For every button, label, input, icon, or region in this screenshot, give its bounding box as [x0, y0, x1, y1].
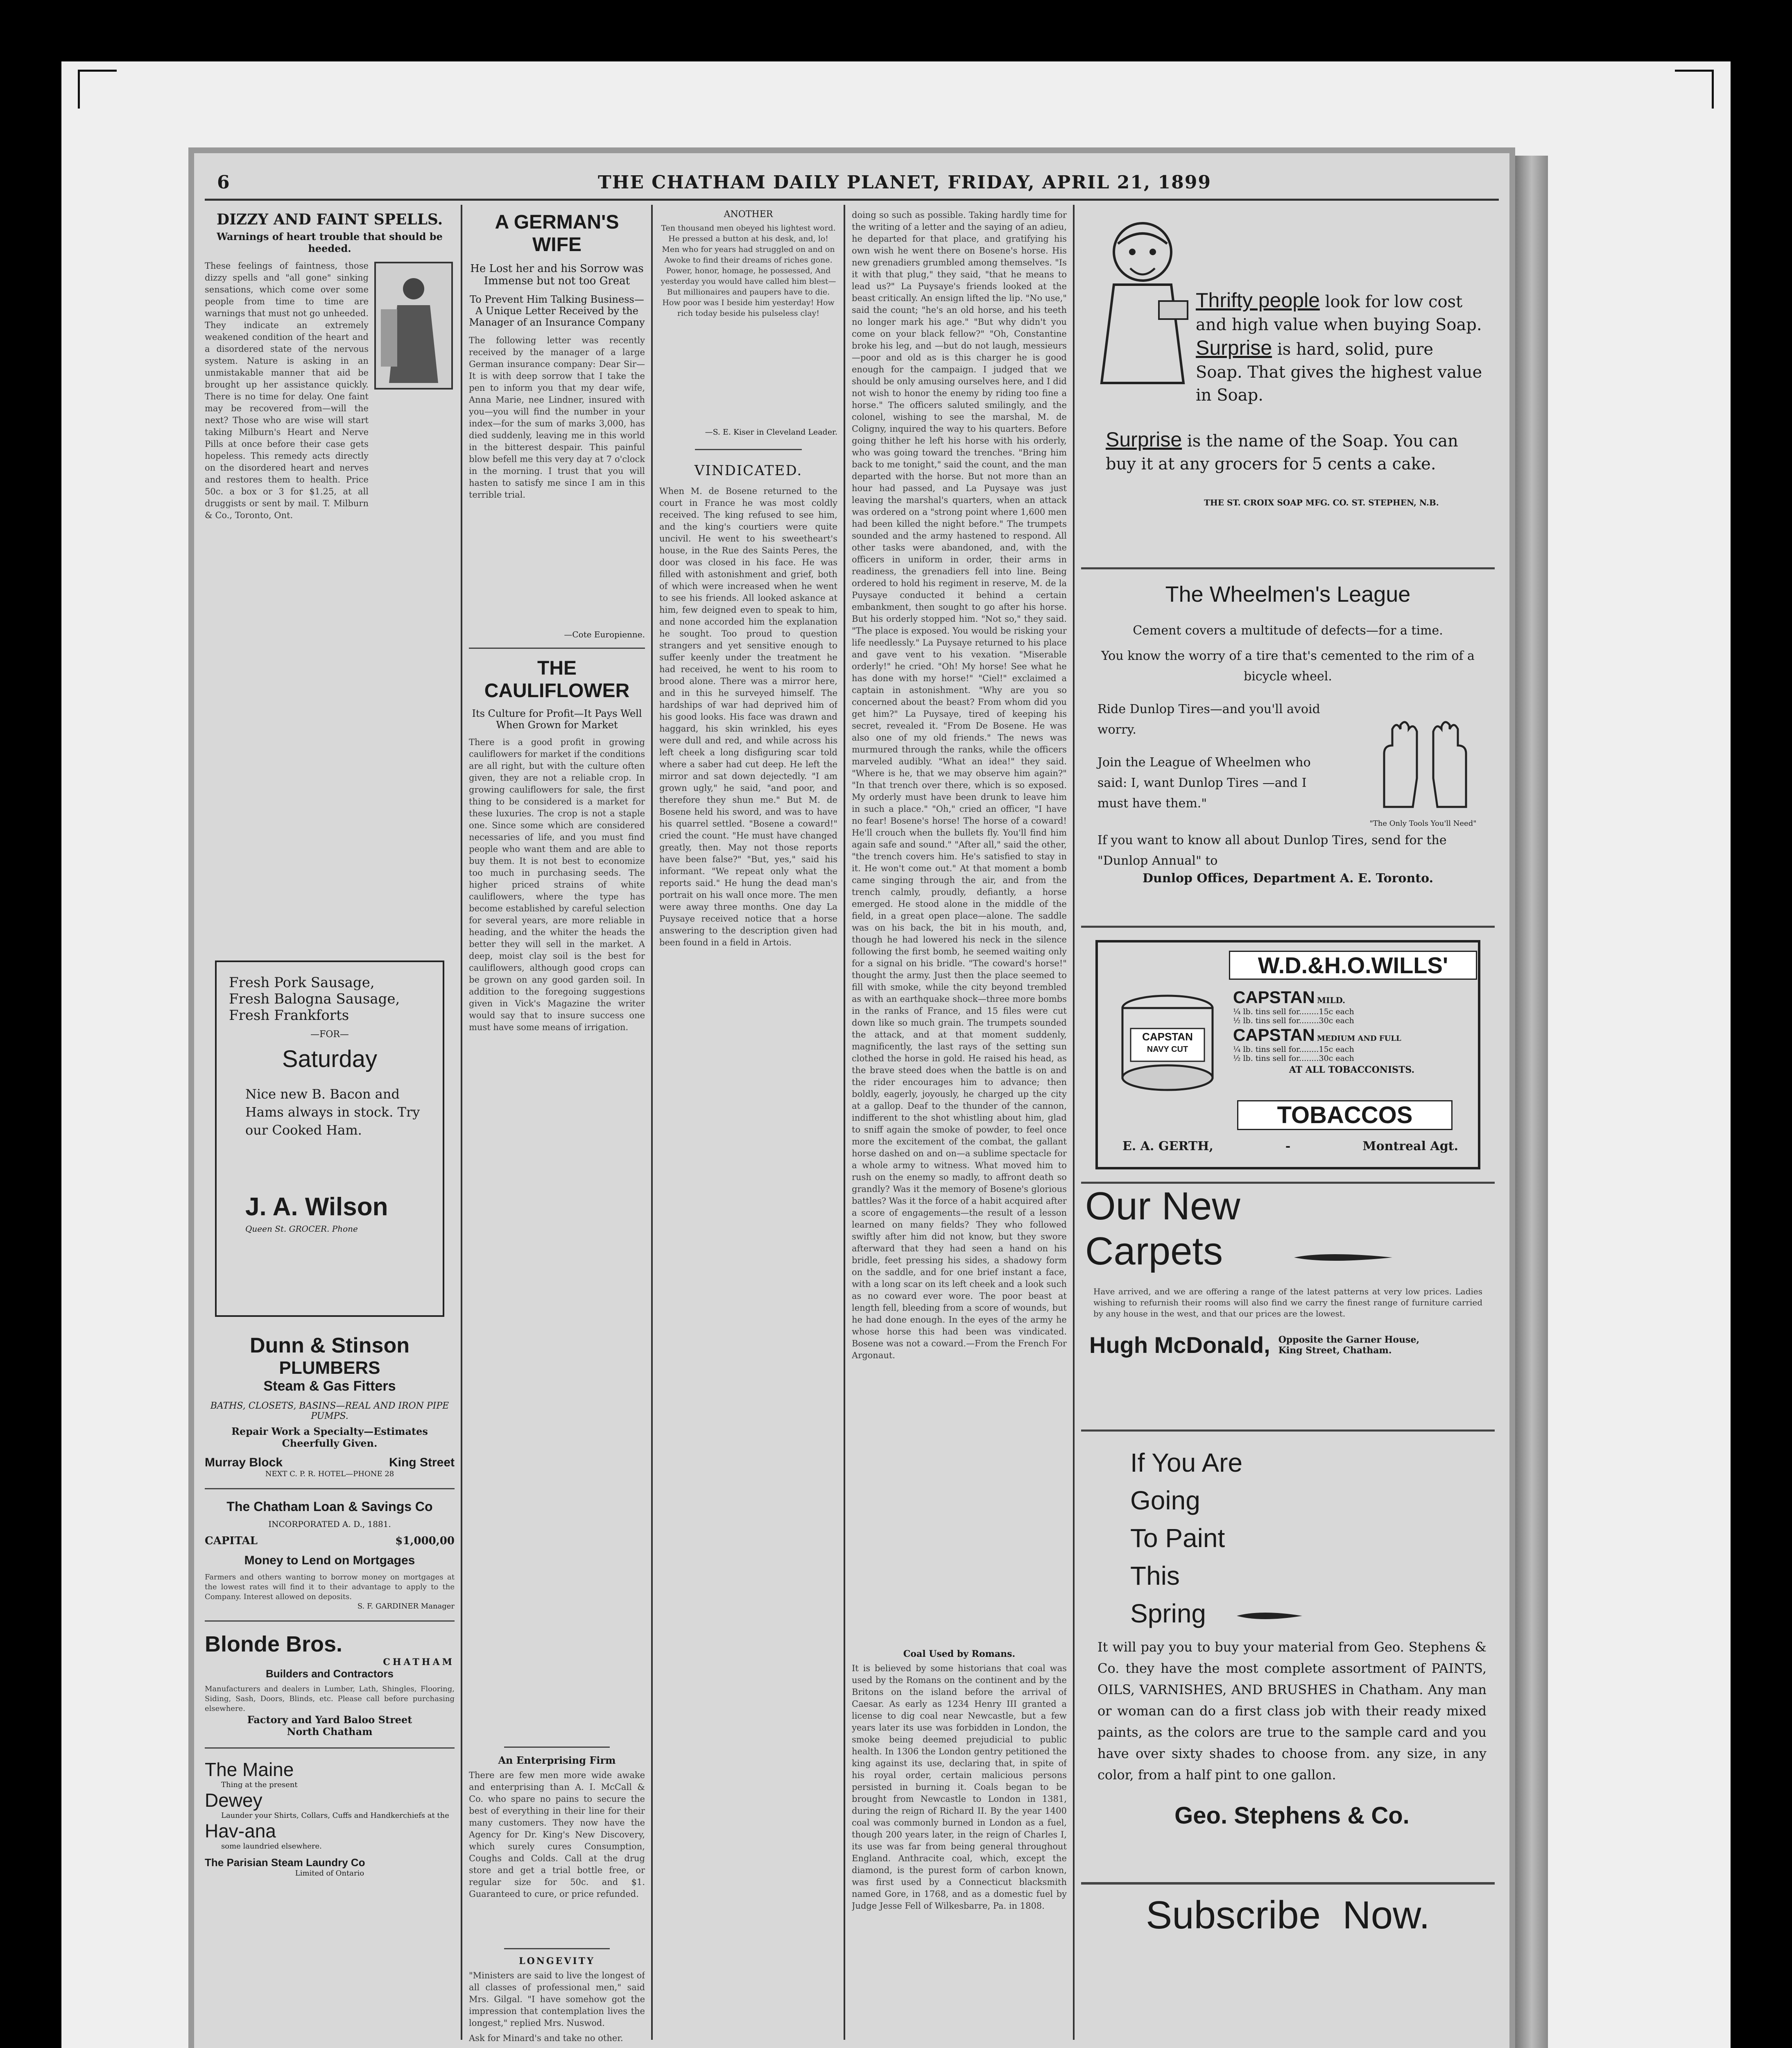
hands-icon	[1368, 717, 1482, 815]
paint-name: Geo. Stephens & Co.	[1174, 1802, 1410, 1829]
carpets-body: Have arrived, and we are offering a range of the latest patterns at very low prices. Ladies wishing to refurnish their rooms will also find we carry the finest range of furniture carried by any house in the west, and that our prices are the lowest.	[1093, 1287, 1482, 1319]
maine-sub-2: Launder your Shirts, Collars, Cuffs and Handkerchiefs at the	[221, 1811, 449, 1820]
page-edge-shadow	[1515, 156, 1548, 2048]
wills-ad	[1095, 940, 1480, 1169]
dunn-addr-right: King Street	[389, 1456, 455, 1469]
dunn-addr-sub: NEXT C. P. R. HOTEL—PHONE 28	[265, 1470, 394, 1478]
divider	[205, 1747, 455, 1749]
divider	[504, 1948, 610, 1949]
wills-capstan-1: CAPSTAN	[1233, 988, 1315, 1007]
another-sign: —S. E. Kiser in Cleveland Leader.	[705, 428, 837, 437]
wills-agent-left: E. A. GERTH,	[1122, 1139, 1213, 1153]
wilson-day: Saturday	[282, 1046, 378, 1072]
coal-body: It is believed by some historians that coal was used by the Romans on the continent and by the Britons on the island before the arrival of Caesar. As early as 1234 Henry III granted a license to dig coal near Newcastle, but a few years later its use was forbidden in London, the smoke being deemed prejudicial to public health. In 1306 the London gentry petitioned the king against its use, declaring that, in spite of his royal order, certain malicious persons persisted in burning it. Coals began to be brought from Newcastle to London in 1381, during the reign of Richard II. By the year 1400 coal was commonly burned in London as a fuel, though 200 years later, in the reign of Charles I, its use was far from being general throughout England. Anthracite coal, which, except the diamond, is the purest form of carbon known, was first used by a Connecticut blacksmith named Gore, in 1768, and as a domestic fuel by Judge Jesse Fell of Wilkesbarre, Pa. in 1808.	[852, 1663, 1067, 1911]
loan-ad	[205, 1499, 455, 1611]
wilson-note: Nice new B. Bacon and Hams always in stock. Try our Cooked Ham.	[245, 1086, 420, 1138]
longevity-body: "Ministers are said to live the longest of all classes of professional men," said Mrs. Gilgal. "I have somehow got the impression that contemplation lives the longest," replied Mrs. Nuswod.	[469, 1971, 645, 2028]
wheelmen-headline: The Wheelmen's League	[1165, 582, 1411, 607]
pointing-hand-icon	[1294, 1249, 1392, 1266]
german-deck-1: He Lost her and his Sorrow was Immense but not too Great	[470, 263, 644, 287]
woman-illustration-icon	[373, 260, 455, 391]
carpets-addr-2: King Street, Chatham.	[1278, 1345, 1392, 1356]
column-2	[469, 207, 645, 2046]
cauliflower-body: There is a good profit in growing cauliflowers for market if the conditions are all right, but with the culture often given, they are not a reliable crop. In growing cauliflowers for sale, the first thing to be considered is a market for these luxuries. The crop is not a staple one. Since some which are considered necessaries of life, and you must find people who want them and are able to buy them. It is not best to economize too much in purchasing seeds. The higher priced strains of white cauliflowers, where the type has become established by careful selection for several years, are more reliable in heading, and the whiter the heads the better they will sell in the market. A deep, moist clay soil is the best for cauliflowers, although good crops can be grown on any good garden soil. In addition to the foregoing suggestions given in Vick's Magazine the writer would say that to insure success one must have some means of irrigation.	[469, 737, 645, 1032]
soap-surprise-2: Surprise	[1106, 428, 1182, 451]
wilson-address: Queen St. GROCER. Phone	[245, 1224, 358, 1234]
carpets-addr-1: Opposite the Garner House,	[1278, 1334, 1420, 1345]
column-rule-2	[651, 205, 653, 2040]
column-rule-1	[461, 205, 462, 2040]
carpets-name: Hugh McDonald,	[1089, 1332, 1270, 1358]
loan-manager: S. F. GARDINER Manager	[357, 1602, 455, 1611]
blonde-ad	[205, 1631, 455, 1738]
paint-ad	[1081, 1432, 1495, 1882]
loan-capital-label: CAPITAL	[205, 1535, 258, 1547]
dunn-name: Dunn & Stinson	[250, 1334, 410, 1357]
soap-line-3: is the name of the Soap. You can buy it at any grocers for 5 cents a cake.	[1106, 432, 1458, 473]
masthead	[209, 164, 1495, 197]
wilson-for: —FOR—	[310, 1029, 349, 1040]
paint-line-5: Spring	[1130, 1599, 1206, 1628]
loan-body: Farmers and others wanting to borrow money on mortgages at the lowest rates will find it to their advantage to apply to the Company. Interest allowed on deposits.	[205, 1573, 455, 1601]
corner-mark-top-right	[1675, 70, 1714, 109]
carpets-line-1: Our New	[1085, 1184, 1240, 1228]
paint-body: It will pay you to buy your material from Geo. Stephens & Co. they have the most complete assortment of PAINTS, OILS, VARNISHES, AND BRUSHES in Chatham. Any man or woman can do a first class job with their ready mixed paints, as the colors are true to the sample card and you have over sixty shades to choose from. any size, in any color, from a half pint to one gallon.	[1097, 1639, 1487, 1783]
wheelmen-p6: Dunlop Offices, Department A. E. Toronto.	[1142, 871, 1434, 886]
subscribe-now: Subscribe Now.	[1146, 1893, 1430, 1937]
corner-mark-top-left	[78, 70, 117, 109]
maine-sub-1: Thing at the present	[221, 1781, 298, 1789]
dizzy-subhead: Warnings of heart trouble that should be heeded.	[217, 231, 443, 254]
blonde-place: CHATHAM	[383, 1657, 455, 1667]
blonde-factory-2: North Chatham	[287, 1726, 373, 1738]
wills-brand: W.D.&H.O.WILLS'	[1229, 951, 1477, 980]
divider	[504, 1747, 610, 1748]
wills-price-2: ½ lb. tins sell for........30c each	[1233, 1016, 1354, 1025]
wills-capstan-1-sub: MILD.	[1317, 995, 1346, 1005]
laundry-sub: Limited of Ontario	[295, 1869, 364, 1878]
wills-capstan-2: CAPSTAN	[1233, 1025, 1315, 1044]
blonde-sub: Builders and Contractors	[265, 1667, 394, 1680]
another-body: Ten thousand men obeyed his lightest word. He pressed a button at his desk, and, lo! Men who for years had struggled on and on Awoke to find their dreams of riches gone. Power, honor, homage, he possessed, And yesterday you would have called him blest— But millionaires and paupers have to die. How poor was I beside him yesterday! How rich today beside his pulseless clay!	[661, 224, 836, 318]
vindicated-continued-body: doing so such as possible. Taking hardly time for the writing of a letter and the saying of an adieu, he departed for that place, and gratifying his own wish he went there on Bosene's horse. His new grenadiers grumbled among themselves. "Is it with that plug," they said, "that he means to lead us?" La Puysaye's friends looked at the beast critically. An ensign lifted the lip. "No use," said the count; "he's an old horse, and his teeth no longer mark his age." "But why didn't you come on your black fellow?" "Oh, Constantine broke his leg, and —but do not laugh, messieurs—poor and old as is this charger he is good enough for the campaign. I judged that we should be only amusing ourselves here, and I did not wish to honor the enemy by riding too fine a horse." The officers saluted smilingly, and the colonel, wishing to see the marshal, M. de Coligny, inquired the way to his quarters. Before going thither he left his horse with his orderly, who was going toward the trenches. "Bring him back to me tonight," said the count, and the man departed with the horse. But not more than an hour had passed, and La Puysaye was just leaving the marshal's quarters, when an attack was ordered on a "strong point where 1,600 men had been killed the night before." The trumpets sounded and the army hastened to respond. All other tasks were abandoned, and, with the officers in uniform in order, their arms in readiness, the grenadiers fell into line. Being ordered to hold his regiment in reserve, M. de la Puysaye conducted it behind a certain embankment, then sought to go after his horse. But his orderly stopped him. "Not so," they said. "The place is exposed. You would be risking your life needlessly." La Puysaye returned to his place and gave vent to his vexation. "Miserable orderly!" he cried. "Oh! My horse! See what he has done with my horse!" "Ciel!" exclaimed a captain in astonishment. "Why are you so concerned about the beast? From whom did you get him?" La Puysaye, tired of keeping his secret, revealed it. "From De Bosene. He was also one of my old friends." The news was murmured through the ranks, while the officers marveled audibly. "What an idea!" they said. "Where is he, that we may observe him again?" "In that trench over there, which is so exposed. My orderly must have been drunk to leave him in such a place." "Oh," cried an officer, "I have no fear! Bosene's horse! The horse of a coward! He'll crouch when the bullets fly. You'll find him again safe and sound." "After all," said the other, "the trench covers him. He's satisfied to stay in it. He won't come out." At that moment a bomb came singing through the air, and from the trench calmly, proudly, defiantly, a horse emerged. He stood alone in the middle of the field, in a great open place—alone. The saddle was on his back, the bit in his mouth, and, though he had lowered his neck in the silence following the first bomb, he seemed waiting only for a signal on his bridle. "The coward's horse!" thought the army. Just then the place seemed to fill with smoke, while the city beyond trembled as with an earthquake shock—three more bombs in the ranks of France, and 15 files were cut down like so much grain. The trumpets sounded the attack, and at that moment suddenly, magnificently, the last rays of the setting sun clothed the horse in gold. He raised his head, as the brave steed does when the battle is on and the rider encourages him to advance; then boldly, eagerly, joyously, he charged up the city at a gallop. Deaf to the thunder of the cannon, indifferent to the shot whistling about him, glad to sniff again the smoke of powder, to feel once more the excitement of the combat, the gallant horse dashed on and on—a sublime spectacle for a whole army to witness. What moved him to rush on the enemy so madly, to affront death so grandly? Was it the memory of Bosene's glorious battles? Was it the force of a habit acquired after a score of engagements—the result of a lesson learned on many fields? They who followed swiftly after him did not know, but they swore afterward that they had seen a hand on his bridle, feet pressing his sides, a shadowy form on the saddle, and for one brief instant a face, with a long scar on its left cheek and a look such as no coward ever wore. The poor beast at length fell, bleeding from a score of wounds, but he had done enough. In the eyes of the army he whose horse this had been was vindicated. Bosene was not a coward.—From the French For Argonaut.	[852, 210, 1067, 1360]
enterprising-headline: An Enterprising Firm	[498, 1754, 616, 1766]
dizzy-body: These feelings of faintness, those dizzy spells and "all gone" sinking sensations, which come over some people from time to time are warnings that must not go unheeded. They indicate an extremely weakened condition of the heart and a disordered state of the nervous system. Nature is asking in an unmistakable manner that aid be brought up her assistance quickly. There is no time for delay. One faint may be recovered from—will the next? Those who are wise will start taking Milburn's Heart and Nerve Pills at once before their case gets hopeless. This remedy acts directly on the disordered heart and nerves and restores them to health. Price 50c. a box or 3 for $1.25, at all druggists or sent by mail. T. Milburn & Co., Toronto, Ont.	[205, 261, 369, 520]
column-1	[205, 207, 455, 2046]
dunn-line-2: Repair Work a Specialty—Estimates Cheerfully Given.	[231, 1425, 428, 1449]
maine-line-3: Hav-ana	[205, 1820, 276, 1842]
german-headline: A GERMAN'S WIFE	[495, 211, 619, 256]
paint-line-1: If You Are	[1130, 1448, 1243, 1477]
column-4	[852, 207, 1067, 2046]
dunn-line-1: BATHS, CLOSETS, BASINS—REAL AND IRON PIPE PUMPS.	[210, 1401, 449, 1421]
maine-sub-3: some laundried elsewhere.	[221, 1842, 322, 1851]
wills-capstan-2-sub: MEDIUM AND FULL	[1317, 1034, 1401, 1043]
vindicated-headline: VINDICATED.	[694, 462, 803, 479]
vindicated-body: When M. de Bosene returned to the court in France he was most coldly received. The king refused to see him, and the king's courtiers were quite uncivil. He went to his sweetheart's house, in the Rue des Saints Peres, the door was closed in his face. He was filled with astonishment and grief, both of which were increased when he went to see his friends. All looked askance at him, few deigned even to speak to him, and none accorded him the explanation he sought. Too proud to question strangers and yet sensitive enough to suffer keenly under the treatment he had received, he went to his room to brood alone. There was a mirror here, and in this he surveyed himself. The hardships of war had deprived him of his good looks. His face was drawn and haggard, his skin wrinkled, his eyes were dull and red, and while across his left cheek a long disfiguring scar told where a saber had cut deep. He left the mirror and sat down dejectedly. "I am grown ugly," he said, "and poor, and therefore they shun me." But M. de Bosene held his sword, and was to have his quarrel settled. "Bosene a coward!" cried the count. "He must have changed greatly, then. May not those reports have been false?" "But, yes," said his informant. "We repeat only what the reports said." He hung the dead man's portrait on his wall once more. The men were away three months. One day La Puysaye received notice that a horse answering to the description given had been found in a field in Artois.	[659, 486, 837, 947]
wills-tobaccos: TOBACCOS	[1237, 1100, 1453, 1130]
longevity-foot: Ask for Minard's and take no other.	[469, 2033, 623, 2043]
paint-line-3: To Paint	[1130, 1523, 1225, 1553]
divider	[205, 1488, 455, 1489]
divider	[1081, 1882, 1495, 1885]
wheelmen-p2: You know the worry of a tire that's cemented to the rim of a bicycle wheel.	[1101, 649, 1475, 684]
german-body: The following letter was recently received by the manager of a large German insurance company: Dear Sir—It is with deep sorrow that I take the pen to inform you that my dear wife, Anna Marie, nee Lindner, insured with you—you will find the number in your index—for the sum of marks 3,000, has died suddenly, leaving me in this world in the bitterest despair. This painful blow befell me this very day at 7 o'clock in the morning. I trust that you will hasten to satisfy me since I am in this terrible trial.	[469, 335, 645, 500]
maine-line-1: The Maine	[205, 1759, 294, 1780]
carpets-ad	[1081, 1184, 1495, 1421]
wills-tin-mid: NAVY CUT	[1147, 1045, 1188, 1054]
loan-name: The Chatham Loan & Savings Co	[226, 1499, 433, 1514]
laundry-ad	[205, 1758, 455, 1878]
wilson-line-3: Fresh Frankforts	[229, 1007, 349, 1024]
divider	[1081, 926, 1495, 928]
another-headline: ANOTHER	[724, 209, 773, 220]
page-number: 6	[217, 172, 231, 193]
column-3	[659, 207, 837, 2046]
cauliflower-deck: Its Culture for Profit—It Pays Well When Grown for Market	[472, 708, 642, 731]
blonde-factory: Factory and Yard Baloo Street	[247, 1714, 412, 1726]
wills-price-3: ¼ lb. tins sell for........15c each	[1233, 1045, 1354, 1054]
masthead-title: THE CHATHAM DAILY PLANET, FRIDAY, APRIL 21, 1899	[598, 172, 1211, 193]
dunn-addr-left: Murray Block	[205, 1456, 283, 1469]
soap-ad	[1081, 207, 1495, 567]
masthead-rule	[205, 199, 1499, 201]
wilson-name: J. A. Wilson	[245, 1193, 388, 1221]
soap-surprise-1: Surprise	[1196, 336, 1272, 359]
cauliflower-headline: THE CAULIFLOWER	[484, 657, 630, 702]
paint-line-4: This	[1130, 1561, 1180, 1590]
wills-price-4: ½ lb. tins sell for........30c each	[1233, 1054, 1354, 1063]
loan-inc: INCORPORATED A. D., 1881.	[268, 1519, 391, 1529]
wheelmen-hands-caption: "The Only Tools You'll Need"	[1369, 819, 1477, 828]
wheelmen-p3: Ride Dunlop Tires—and you'll avoid worry.	[1097, 702, 1320, 737]
longevity-headline: LONGEVITY	[519, 1956, 595, 1966]
dunn-ad	[205, 1333, 455, 1478]
wilson-line-2: Fresh Balogna Sausage,	[229, 991, 400, 1007]
wills-price-1: ¼ lb. tins sell for........15c each	[1233, 1007, 1354, 1016]
soap-thrifty: Thrifty people	[1196, 289, 1320, 312]
maine-line-2: Dewey	[205, 1790, 262, 1811]
wills-agent-dash: -	[1285, 1139, 1291, 1153]
wheelmen-p4: Join the League of Wheelmen who said: I, want Dunlop Tires —and I must have them."	[1097, 755, 1311, 811]
wilson-ad	[215, 961, 444, 1317]
column-rule-4	[1073, 205, 1075, 2040]
wills-dealers: AT ALL TOBACCONISTS.	[1289, 1065, 1415, 1075]
loan-capital: $1,000,00	[395, 1535, 455, 1547]
wills-agent-right: Montreal Agt.	[1362, 1139, 1458, 1153]
column-rule-3	[844, 205, 845, 2040]
german-sign: —Cote Europienne.	[564, 630, 645, 639]
divider	[695, 449, 802, 450]
dunn-trade: PLUMBERS	[279, 1358, 380, 1378]
german-deck-2: To Prevent Him Talking Business—A Unique Letter Received by the Manager of an Insurance Company	[469, 294, 645, 328]
carpets-line-2: Carpets	[1085, 1229, 1223, 1273]
divider	[469, 648, 645, 649]
pointing-hand-icon	[1237, 1608, 1302, 1623]
enterprising-body: There are few men more wide awake and enterprising than A. I. McCall & Co. who spare no pains to secure the best of everything in their line for their many customers. They now have the Agency for Dr. King's New Discovery, which surely cures Consumption, Coughs and Colds. Call at the drug store and get a trial bottle free, or regular size for 50c. and $1. Guaranteed to cure, or price refunded.	[469, 1770, 645, 1899]
coal-headline: Coal Used by Romans.	[903, 1649, 1016, 1659]
wheelmen-ad	[1081, 569, 1495, 926]
soap-line-2: is hard, solid, pure Soap. That gives the highest value in Soap.	[1196, 340, 1482, 405]
wilson-line-1: Fresh Pork Sausage,	[229, 974, 375, 991]
blonde-name: Blonde Bros.	[205, 1632, 343, 1656]
wills-tin-top: CAPSTAN	[1142, 1031, 1193, 1043]
soap-maker: THE ST. CROIX SOAP MFG. CO. ST. STEPHEN, N.B.	[1204, 498, 1439, 507]
column-5	[1081, 207, 1495, 2046]
loan-money: Money to Lend on Mortgages	[244, 1554, 415, 1567]
wheelmen-p1: Cement covers a multitude of defects—for a time.	[1133, 623, 1443, 638]
wheelmen-p5: If you want to know all about Dunlop Tires, send for the "Dunlop Annual" to	[1097, 833, 1447, 868]
paint-line-2: Going	[1130, 1486, 1200, 1515]
newspaper-page	[188, 147, 1515, 2048]
divider	[205, 1620, 455, 1622]
man-caricature-icon	[1089, 215, 1196, 387]
soap-line-1: look for low cost and high value when buying Soap.	[1196, 292, 1482, 334]
dizzy-headline: DIZZY AND FAINT SPELLS.	[216, 211, 443, 228]
dunn-sub: Steam & Gas Fitters	[263, 1378, 396, 1394]
laundry-name: The Parisian Steam Laundry Co	[205, 1856, 365, 1869]
blonde-body: Manufacturers and dealers in Lumber, Lath, Shingles, Flooring, Siding, Sash, Doors, Blinds, etc. Please call before purchasing elsewhere.	[205, 1685, 455, 1713]
